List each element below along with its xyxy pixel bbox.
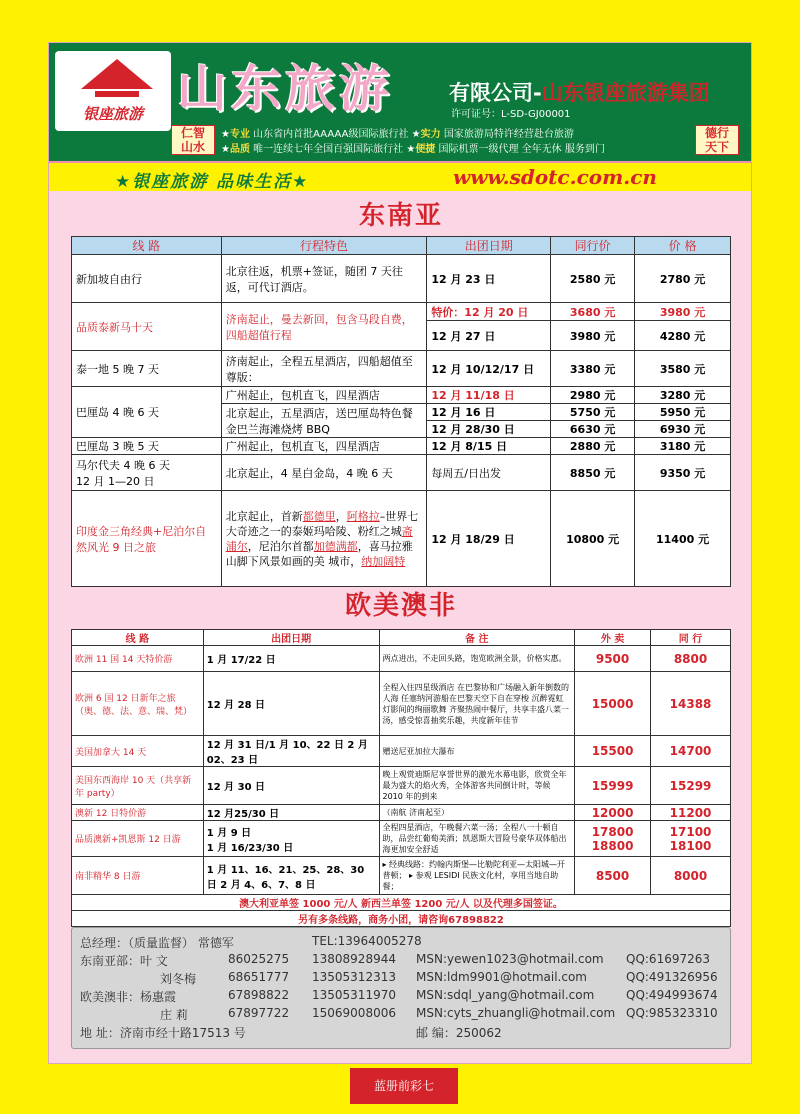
table-row: 品质泰新马十天 济南起止，曼去新回，包含马段自费，四船超值行程 特价：12 月 20 日 3680 元 3980 元 [72, 303, 731, 321]
table-footer: 澳大利亚单签 1000 元/人 新西兰单签 1200 元/人 以及代理多国签证。 [72, 895, 731, 911]
slogan-bar [49, 161, 752, 191]
company-name [449, 77, 710, 107]
table-footer: 另有多条线路，商务小团，请咨询67898822 [72, 911, 731, 927]
logo-base-icon [95, 91, 139, 97]
table-row: 印度金三角经典+尼泊尔自然风光 9 日之旅 北京起止，首新都德里，阿格拉–世界七大奇迹之一的泰姬玛哈陵、粉红之城斋浦尔，尼泊尔首都加德满都，喜马拉雅山脚下风景如画的美 城市，纳加阔特 12 月 18/29 日 10800 元 11400 元 [72, 491, 731, 587]
link-nagarkot[interactable]: 纳加阔特 [361, 554, 406, 568]
license-number: 许可证号：L-SD-GJ00001 [451, 109, 571, 120]
header-banner [49, 43, 752, 161]
table-row: 美国东西海岸 10 天（共享新年 party） 12 月 30 日 晚上观赏迪斯尼享誉世界的激光水幕电影，欣赏全年最为盛大的焰火秀，全体游客共同倒计时，等候 2010 年的到来 15999 15299 [72, 767, 731, 805]
link-kathmandu[interactable]: 加德满都 [313, 539, 358, 553]
seal-right: 德行 天下 [695, 125, 739, 155]
link-agra[interactable]: 阿格拉 [346, 509, 380, 523]
table-row: 欧洲 11 国 14 天特价游 1 月 17/22 日 两点进出，不走回头路，饱览欧洲全景，价格实惠。 9500 8800 [72, 646, 731, 672]
table-header: 线 路 出团日期 备 注 外 卖 同 行 [72, 630, 731, 646]
logo-triangle-icon [81, 59, 153, 89]
company-logo [55, 51, 171, 131]
brochure-page [48, 42, 752, 1064]
table-row: 北京起止，五星酒店，送巴厘岛特色餐金巴兰海滩烧烤 BBQ 12 月 16 日 5750 元 5950 元 [72, 404, 731, 421]
table-row: 巴厘岛 3 晚 5 天 广州起止，包机直飞，四星酒店 12 月 8/15 日 2880 元 3180 元 [72, 438, 731, 455]
seal-left: 仁智 山水 [171, 125, 215, 155]
logo-text: 银座旅游 [82, 105, 143, 123]
link-delhi[interactable]: 都德里 [302, 509, 336, 523]
table-row: 12 月 27 日 3980 元 4280 元 [72, 321, 731, 351]
page-label: 蓝册前彩七 [350, 1068, 458, 1104]
table-row: 马尔代夫 4 晚 6 天 12 月 1—20 日 北京起止，4 星白金岛，4 晚 6 天 每周五/日出发 8850 元 9350 元 [72, 455, 731, 491]
table-row: 12 月 28/30 日 6630 元 6930 元 [72, 421, 731, 438]
feature-row: ★品质 唯一连续七年全国百强国际旅行社 ★便捷 国际机票一级代理 全年无休 服务到门 [221, 144, 605, 155]
brand-title: 山东旅游 [177, 59, 393, 118]
website-link[interactable]: www.sdotc.com.cn [453, 165, 657, 189]
contact-panel: 总经理：（质量监督） 常德军 TEL:13964005278 东南亚部：叶 文 86025275 13808928944 MSN:yewen1023@hotmail.com QQ:61697263 刘冬梅 68651777 13505312313 MSN:ldm9901@hotmail.com QQ:491326956 欧美澳非：杨惠霞 67898822 13505311970 MSN:sdql_yang@hotmail.com QQ:494993674 庄 莉 67897722 15069008006 MSN:cyts_zhuangli@hotmail.com QQ:985323310 地 址：济南市经十路17513 号 邮 编：250062 [71, 927, 731, 1049]
table-row: 品质澳新+凯恩斯 12 日游 1 月 9 日 1 月 16/23/30 日 全程四星酒店，午晚餐六菜一汤；全程八一十顿自助，品尝红葡萄美酒；凯恩斯大冒险号豪华双体船出海更加安全舒适 17800 18800 17100 18100 [72, 821, 731, 857]
euro-table [71, 629, 731, 927]
section-title-euro: 欧美澳非 [344, 591, 457, 621]
link-jaipur[interactable]: 斋浦尔 [225, 524, 413, 553]
table-row: 南非精华 8 日游 1 月 11、16、21、25、28、30 日 2 月 4、6、7、8 日 ▸ 经典线路：约翰内斯堡—比勒陀利亚—太阳城—开普顿； ▸ 参观 LESIDI 民族文化村，享用当地自助餐； 8500 8000 [72, 857, 731, 895]
table-row: 美国加拿大 14 天 12 月 31 日/1 月 10、22 日 2 月 02、23 日 赠送尼亚加拉大瀑布 15500 14700 [72, 736, 731, 767]
feature-row: ★专业 山东省内首批AAAAA级国际旅行社 ★实力 国家旅游局特许经营赴台旅游 [221, 129, 574, 140]
table-row: 澳新 12 日特价游 12 月25/30 日 （南航 济南起至） 12000 11200 [72, 805, 731, 821]
section-title-southeast-asia: 东南亚 [358, 201, 443, 231]
table-header: 线 路 行程特色 出团日期 同行价 价 格 [72, 237, 731, 255]
table-row: 巴厘岛 4 晚 6 天 广州起止，包机直飞，四星酒店 12 月 11/18 日 2980 元 3280 元 [72, 387, 731, 404]
southeast-asia-table [71, 236, 731, 587]
company-suffix: 有限公司- [449, 81, 542, 105]
table-row: 泰一地 5 晚 7 天 济南起止，全程五星酒店，四船超值至尊版： 12 月 10/12/17 日 3380 元 3580 元 [72, 351, 731, 387]
company-group: 山东银座旅游集团 [541, 81, 710, 105]
slogan: ★银座旅游 品味生活★ [115, 172, 310, 192]
table-row: 新加坡自由行 北京往返，机票+签证，随团 7 天往返，可代订酒店。 12 月 23 日 2580 元 2780 元 [72, 255, 731, 303]
feature-list [221, 127, 691, 157]
table-row: 欧洲 6 国 12 日新年之旅（奥、德、法、意、瑞、梵） 12 月 28 日 全程入住四星级酒店 在巴黎协和广场融入新年倒数的人海 任塞纳河游船在巴黎天空下自在穿梭 沉醉霓虹灯影间的绚丽歌舞 齐聚热闹中餐厅，共享丰盛八菜一汤，感受惊喜抽奖乐趣，共度新年佳节 15000 14388 [72, 672, 731, 736]
